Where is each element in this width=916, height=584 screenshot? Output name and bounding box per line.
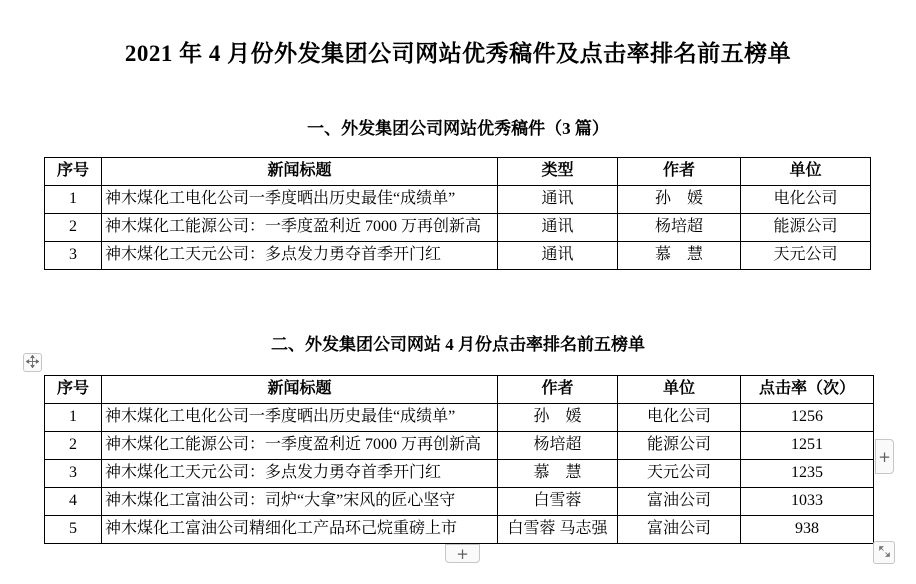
table-row (45, 516, 874, 544)
col-header-index[interactable]: 序号 (45, 376, 102, 404)
col-header-news-title[interactable]: 新闻标题 (102, 376, 498, 404)
section2-heading[interactable]: 二、外发集团公司网站 4 月份点击率排名前五榜单 (271, 335, 645, 354)
table-row (45, 214, 871, 242)
col-header-news-title[interactable]: 新闻标题 (102, 158, 498, 186)
table-cell[interactable]: 3 (45, 460, 102, 488)
table-move-handle[interactable] (23, 353, 42, 372)
col-header-unit[interactable]: 单位 (618, 376, 741, 404)
table-cell[interactable]: 杨培超 (498, 432, 618, 460)
move-icon (26, 353, 39, 372)
table-cell[interactable]: 富油公司 (618, 516, 741, 544)
table-cell[interactable]: 1256 (741, 404, 874, 432)
section1-heading[interactable]: 一、外发集团公司网站优秀稿件（3 篇） (307, 119, 609, 138)
table-cell[interactable]: 白雪蓉 马志强 (498, 516, 618, 544)
table-cell[interactable]: 1235 (741, 460, 874, 488)
table-cell[interactable]: 电化公司 (618, 404, 741, 432)
table-cell[interactable]: 神木煤化工天元公司：多点发力勇夺首季开门红 (102, 242, 498, 270)
table-resize-handle[interactable] (873, 541, 895, 564)
table-cell[interactable]: 2 (45, 432, 102, 460)
table-cell[interactable]: 神木煤化工富油公司：司炉“大拿”宋风的匠心坚守 (102, 488, 498, 516)
table-click-ranking (44, 375, 874, 544)
table-cell[interactable]: 通讯 (498, 242, 618, 270)
table-cell[interactable]: 通讯 (498, 186, 618, 214)
table-cell[interactable]: 4 (45, 488, 102, 516)
table-row (45, 488, 874, 516)
table-header-row (45, 376, 874, 404)
table-cell[interactable]: 能源公司 (618, 432, 741, 460)
table-cell[interactable]: 白雪蓉 (498, 488, 618, 516)
table-cell[interactable]: 1 (45, 404, 102, 432)
table-cell[interactable]: 5 (45, 516, 102, 544)
table-row (45, 404, 874, 432)
col-header-type[interactable]: 类型 (498, 158, 618, 186)
table-header-row (45, 158, 871, 186)
table-cell[interactable]: 天元公司 (741, 242, 871, 270)
col-header-author[interactable]: 作者 (498, 376, 618, 404)
table-cell[interactable]: 神木煤化工能源公司：一季度盈利近 7000 万再创新高 (102, 432, 498, 460)
table-cell[interactable]: 能源公司 (741, 214, 871, 242)
table-cell[interactable]: 慕 慧 (618, 242, 741, 270)
add-row-button[interactable]: + (445, 544, 480, 563)
table-cell[interactable]: 神木煤化工天元公司：多点发力勇夺首季开门红 (102, 460, 498, 488)
col-header-unit[interactable]: 单位 (741, 158, 871, 186)
table-cell[interactable]: 杨培超 (618, 214, 741, 242)
table-cell[interactable]: 神木煤化工电化公司一季度晒出历史最佳“成绩单” (102, 186, 498, 214)
table-cell[interactable]: 1251 (741, 432, 874, 460)
table-cell[interactable]: 神木煤化工富油公司精细化工产品环己烷重磅上市 (102, 516, 498, 544)
col-header-index[interactable]: 序号 (45, 158, 102, 186)
table-excellent-articles (44, 157, 871, 270)
table-cell[interactable]: 神木煤化工能源公司：一季度盈利近 7000 万再创新高 (102, 214, 498, 242)
table-cell[interactable]: 电化公司 (741, 186, 871, 214)
table-cell[interactable]: 孙 媛 (618, 186, 741, 214)
table-row (45, 186, 871, 214)
table-cell[interactable]: 1033 (741, 488, 874, 516)
table-cell[interactable]: 慕 慧 (498, 460, 618, 488)
table-cell[interactable]: 富油公司 (618, 488, 741, 516)
table-cell[interactable]: 2 (45, 214, 102, 242)
table-row (45, 460, 874, 488)
table-cell[interactable]: 孙 媛 (498, 404, 618, 432)
document-title[interactable]: 2021 年 4 月份外发集团公司网站优秀稿件及点击率排名前五榜单 (124, 41, 792, 66)
table-cell[interactable]: 天元公司 (618, 460, 741, 488)
add-column-button[interactable]: + (875, 439, 894, 474)
table-row (45, 242, 871, 270)
table-cell[interactable]: 神木煤化工电化公司一季度晒出历史最佳“成绩单” (102, 404, 498, 432)
table-cell[interactable]: 1 (45, 186, 102, 214)
col-header-clicks[interactable]: 点击率（次） (741, 376, 874, 404)
table-cell[interactable]: 3 (45, 242, 102, 270)
col-header-author[interactable]: 作者 (618, 158, 741, 186)
table-cell[interactable]: 938 (741, 516, 874, 544)
diagonal-resize-icon (878, 543, 891, 562)
table-cell[interactable]: 通讯 (498, 214, 618, 242)
table-row (45, 432, 874, 460)
